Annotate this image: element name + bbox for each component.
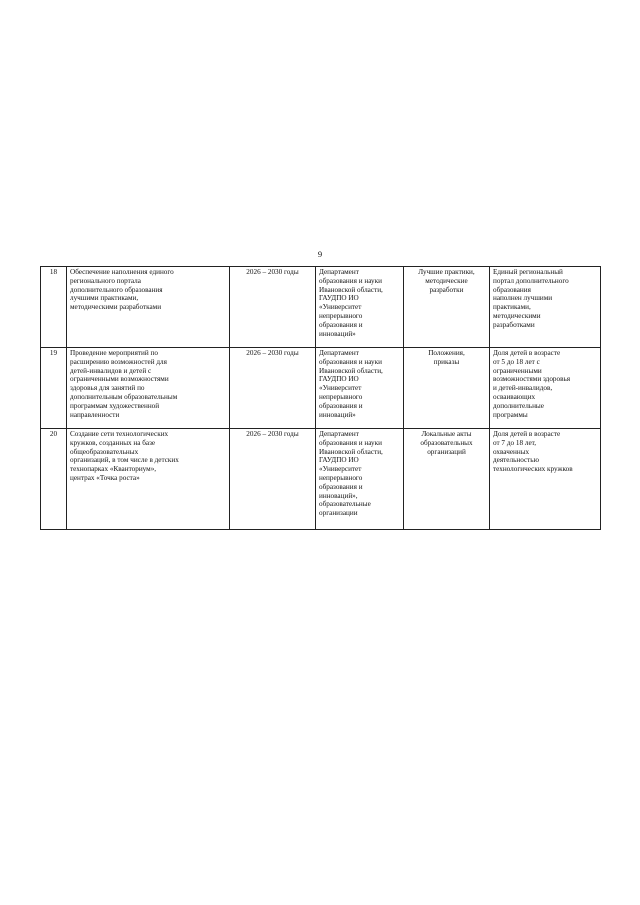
text-line: Лучшие практики, <box>418 268 475 276</box>
text-line: регионального портала <box>70 276 141 285</box>
text-line: здоровья для занятий по <box>70 384 145 393</box>
text-line: непрерывного <box>319 392 363 401</box>
event-cell <box>67 348 230 429</box>
row-number: 19 <box>41 348 67 429</box>
text-line: организации <box>319 509 358 518</box>
text-line: образования и науки <box>319 438 382 447</box>
term-cell: 2026 – 2030 годы <box>230 267 316 348</box>
text-line: инноваций» <box>319 410 356 419</box>
term-cell: 2026 – 2030 годы <box>230 348 316 429</box>
text-line: Ивановской области, <box>319 285 383 294</box>
text-line: разработки <box>429 285 464 294</box>
executors-cell <box>316 267 404 348</box>
text-line: Локальные акты <box>421 430 472 438</box>
text-line: Ивановской области, <box>319 447 383 456</box>
text-line: дополнительные <box>493 401 544 410</box>
indicator-cell <box>490 429 601 530</box>
text-line: портал дополнительного <box>493 276 569 285</box>
event-cell <box>67 267 230 348</box>
text-line: от 7 до 18 лет, <box>493 438 537 447</box>
text-line: непрерывного <box>319 473 363 482</box>
text-line: методическими <box>493 311 541 320</box>
text-line: ГАУДПО ИО <box>319 294 359 303</box>
text-line: образования и <box>319 482 363 491</box>
table-row <box>41 429 601 530</box>
text-line: Единый региональный <box>493 268 563 276</box>
text-line: методические <box>425 276 468 285</box>
event-cell <box>67 429 230 530</box>
text-line: Обеспечение наполнения единого <box>70 268 174 276</box>
text-line: наполнен лучшими <box>493 294 553 303</box>
text-line: инноваций» <box>319 329 356 338</box>
text-line: образования и науки <box>319 357 382 366</box>
indicator-cell <box>490 348 601 429</box>
table-row <box>41 348 601 429</box>
text-line: технологических кружков <box>493 465 573 474</box>
text-line: Проведение мероприятий по <box>70 349 158 357</box>
text-line: организаций <box>427 447 466 456</box>
text-line: охваченных <box>493 447 530 456</box>
row-number: 18 <box>41 267 67 348</box>
text-line: непрерывного <box>319 311 363 320</box>
result-cell <box>404 429 490 530</box>
text-line: и детей-инвалидов, <box>493 384 553 393</box>
text-line: детей-инвалидов и детей с <box>70 366 152 375</box>
text-line: разработками <box>493 320 535 329</box>
text-line: приказы <box>433 357 460 366</box>
text-line: направленности <box>70 410 120 419</box>
executors-cell <box>316 429 404 530</box>
executors-cell <box>316 348 404 429</box>
text-line: возможностями здоровья <box>493 375 571 384</box>
text-line: Ивановской области, <box>319 366 383 375</box>
text-line: дополнительным образовательным <box>70 392 178 401</box>
text-line: образования и науки <box>319 276 382 285</box>
term-cell: 2026 – 2030 годы <box>230 429 316 530</box>
text-line: дополнительного образования <box>70 285 163 294</box>
text-line: Департамент <box>319 349 359 357</box>
text-line: Департамент <box>319 430 359 438</box>
text-line: практиками, <box>493 303 531 312</box>
text-line: Доля детей в возрасте <box>493 349 561 357</box>
text-line: образования <box>493 285 531 294</box>
text-line: организаций, в том числе в детских <box>70 456 179 465</box>
text-line: Создание сети технологических <box>70 430 169 438</box>
text-line: деятельностью <box>493 456 539 465</box>
text-line: программам художественной <box>70 401 160 410</box>
result-cell <box>404 348 490 429</box>
text-line: кружков, созданных на базе <box>70 438 156 447</box>
text-line: Департамент <box>319 268 359 276</box>
text-line: Доля детей в возрасте <box>493 430 561 438</box>
page-number: 9 <box>317 249 323 259</box>
table-row <box>41 267 601 348</box>
measures-table <box>40 266 601 530</box>
text-line: методическими разработками <box>70 303 162 312</box>
row-number: 20 <box>41 429 67 530</box>
text-line: общеобразовательных <box>70 447 139 456</box>
text-line: ограниченными возможностями <box>70 375 169 384</box>
text-line: ГАУДПО ИО <box>319 375 359 384</box>
text-line: «Университет <box>319 465 362 474</box>
text-line: центрах «Точка роста» <box>70 473 140 482</box>
text-line: осваивающих <box>493 392 536 401</box>
text-line: образовательных <box>420 438 473 447</box>
indicator-cell <box>490 267 601 348</box>
text-line: технопарках «Кванториум», <box>70 465 157 474</box>
text-line: Положения, <box>428 349 465 357</box>
text-line: образования и <box>319 401 363 410</box>
text-line: от 5 до 18 лет с <box>493 357 540 366</box>
text-line: «Университет <box>319 384 362 393</box>
text-line: лучшими практиками, <box>70 294 139 303</box>
text-line: образования и <box>319 320 363 329</box>
text-line: расширению возможностей для <box>70 357 167 366</box>
text-line: образовательные <box>319 500 371 509</box>
result-cell <box>404 267 490 348</box>
text-line: ограниченными <box>493 366 542 375</box>
text-line: ГАУДПО ИО <box>319 456 359 465</box>
text-line: инноваций», <box>319 491 358 500</box>
text-line: «Университет <box>319 303 362 312</box>
text-line: программы <box>493 410 528 419</box>
